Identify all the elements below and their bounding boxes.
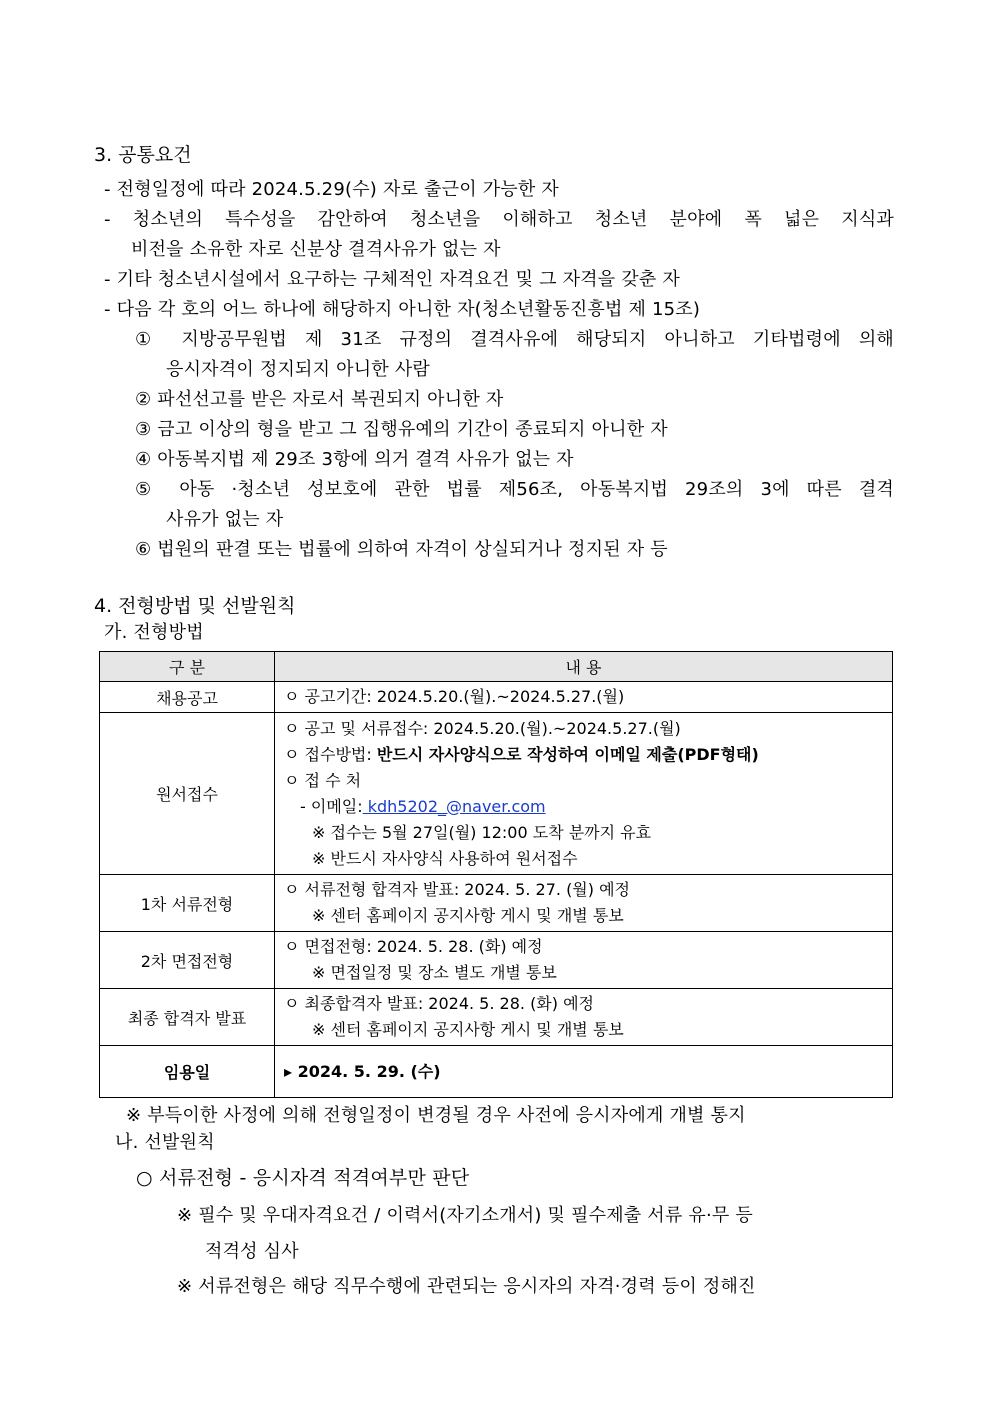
disqualification-item: ⑤ 아동 ·청소년 성보호에 관한 법률 제56조, 아동복지법 29조의 3에 따른 결격	[135, 479, 894, 500]
content-line: ※ 면접일정 및 장소 별도 개별 통보	[312, 963, 557, 982]
section-4-title: 4. 전형방법 및 선발원칙	[94, 595, 296, 617]
email-link[interactable]: kdh5202_@naver.com	[362, 796, 546, 816]
table-row	[100, 875, 893, 932]
content-line: ※ 센터 홈페이지 공지사항 게시 및 개별 통보	[312, 1020, 624, 1039]
table-header-row	[100, 652, 893, 682]
content-line: ㅇ 접 수 처	[284, 770, 362, 790]
disqualification-item: ① 지방공무원법 제 31조 규정의 결격사유에 해당되지 아니하고 기타법령에 의해	[135, 329, 894, 350]
content-line: ※ 반드시 자사양식 사용하여 원서접수	[312, 848, 578, 868]
content-line: ※ 센터 홈페이지 공지사항 게시 및 개별 통보	[312, 906, 624, 925]
row-label: 채용공고	[100, 682, 275, 713]
header-content: 내 용	[275, 652, 893, 682]
method-value: 반드시 자사양식으로 작성하여 이메일 제출(PDF형태)	[376, 744, 759, 764]
content-line	[284, 794, 892, 820]
disqualification-item: ④ 아동복지법 제 29조 3항에 의거 결격 사유가 없는 자	[135, 449, 574, 470]
disqualification-item: ③ 금고 이상의 형을 받고 그 집행유예의 기간이 종료되지 아니한 자	[135, 419, 668, 440]
principle-line: 적격성 심사	[205, 1241, 299, 1262]
content-line	[284, 742, 892, 768]
requirement-item: - 청소년의 특수성을 감안하여 청소년을 이해하고 청소년 분야에 폭 넓은 지식과	[104, 209, 894, 230]
section-3-title: 3. 공통요건	[94, 144, 192, 166]
principle-line: ※ 서류전형은 해당 직무수행에 관련되는 응시자의 자격·경력 등이 정해진	[177, 1276, 756, 1297]
row-content	[275, 713, 893, 875]
content-line: ▸ 2024. 5. 29. (수)	[284, 1061, 441, 1081]
table-row	[100, 989, 893, 1046]
row-content	[275, 682, 893, 713]
principle-line: ※ 필수 및 우대자격요건 / 이력서(자기소개서) 및 필수제출 서류 유·무 등	[177, 1205, 754, 1226]
selection-process-table	[99, 651, 893, 1098]
content-line: ㅇ 공고 및 서류접수: 2024.5.20.(월).~2024.5.27.(월)	[284, 718, 681, 738]
schedule-change-note: ※ 부득이한 사정에 의해 전형일정이 변경될 경우 사전에 응시자에게 개별 통지	[126, 1105, 746, 1126]
row-content	[275, 932, 893, 989]
content-line: ㅇ 최종합격자 발표: 2024. 5. 28. (화) 예정	[284, 994, 595, 1013]
email-label: - 이메일:	[300, 796, 363, 816]
content-line: ※ 접수는 5월 27일(월) 12:00 도착 분까지 유효	[312, 822, 652, 842]
disqualification-item: ⑥ 법원의 판결 또는 법률에 의하여 자격이 상실되거나 정지된 자 등	[135, 539, 668, 560]
row-content	[275, 875, 893, 932]
disqualification-item: ② 파선선고를 받은 자로서 복권되지 아니한 자	[135, 389, 504, 410]
requirement-item: - 기타 청소년시설에서 요구하는 구체적인 자격요건 및 그 자격을 갖춘 자	[104, 269, 680, 290]
table-row	[100, 682, 893, 713]
requirement-item: - 전형일정에 따라 2024.5.29(수) 자로 출근이 가능한 자	[104, 179, 559, 200]
disqualification-item-cont: 사유가 없는 자	[166, 509, 284, 530]
content-line: ㅇ 면접전형: 2024. 5. 28. (화) 예정	[284, 937, 543, 956]
row-label: 1차 서류전형	[100, 875, 275, 932]
row-content	[275, 1046, 893, 1098]
row-label: 2차 면접전형	[100, 932, 275, 989]
subsection-a-title: 가. 전형방법	[104, 622, 204, 643]
table-row	[100, 1046, 893, 1098]
requirement-item-cont: 비전을 소유한 자로 신분상 결격사유가 없는 자	[131, 239, 501, 260]
content-line: ㅇ 공고기간: 2024.5.20.(월).~2024.5.27.(월)	[284, 687, 625, 706]
row-label: 최종 합격자 발표	[100, 989, 275, 1046]
table-row	[100, 932, 893, 989]
principle-title: ○ 서류전형 - 응시자격 적격여부만 판단	[136, 1167, 470, 1189]
requirement-item: - 다음 각 호의 어느 하나에 해당하지 아니한 자(청소년활동진흥법 제 15조)	[104, 299, 701, 320]
row-label: 임용일	[100, 1046, 275, 1098]
content-line: ㅇ 서류전형 합격자 발표: 2024. 5. 27. (월) 예정	[284, 880, 631, 899]
disqualification-item-cont: 응시자격이 정지되지 아니한 사람	[166, 359, 430, 380]
method-label: ㅇ 접수방법:	[284, 744, 377, 764]
row-content	[275, 989, 893, 1046]
table-row	[100, 713, 893, 875]
subsection-b-title: 나. 선발원칙	[115, 1132, 215, 1153]
row-label: 원서접수	[100, 713, 275, 875]
header-category: 구 분	[100, 652, 275, 682]
